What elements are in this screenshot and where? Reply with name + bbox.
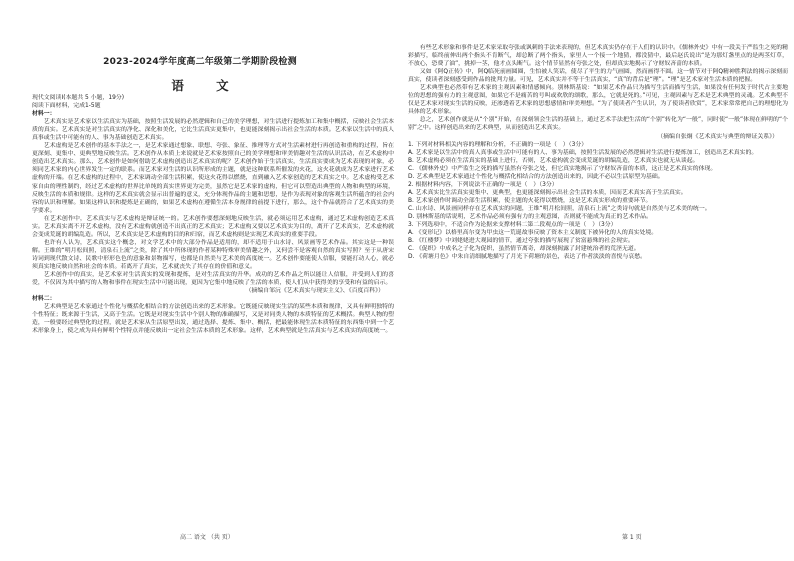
option: C. 《儒林外史》中严监生之死的描写虽然有夸张之处，但它真实地揭示了守财奴吝啬的本质，这正是艺术真实的体现。: [408, 165, 717, 172]
paragraph: 有些艺术形象和事件是艺术家采取夸张或讽刺的手法来表现的，但艺术真实仍存在于人们的认识中。《儒林外史》中有一段关于严监生之死的精彩描写，临终前伸出两个指头不肯断气，却总断了两个指头，家里人一个接一个地猜，都没猜中，最后赵氏说出“是为那灯盏里点的是两茎灯草，不放心，恐费了油”，挑掉一茎，他才点头断气。这个情节显然有夸张之处，但却真实地揭示了守财奴吝啬的本质。: [408, 45, 788, 68]
paragraph: 在艺术创作中，艺术真实与艺术虚构是辩证统一的。艺术创作要想深刻地反映生活，就必须运用艺术虚构，通过艺术虚构创造艺术真实。艺术真实离不开艺术虚构，没有艺术虚构就创造不出真正的艺术真实；艺术虚构又要以艺术真实为目的，离开了艺术真实，艺术虚构就会变成荒诞的胡编乱造。所以，艺术真实是艺术虚构的目的和归宿，而艺术虚构则是实现艺术真实的重要手段。: [32, 215, 394, 238]
exam-title: 2023-2024学年度高二年级第二学期阶段检测: [103, 57, 297, 67]
question: 1. 下列对材料相关内容的理解和分析，不正确的一项是（ ）（3分）: [408, 141, 588, 148]
material2-label: 材料二：: [32, 296, 56, 303]
subject-title: 语 文: [171, 78, 243, 93]
option: B. 艺术虚构必须在生活真实的基础上进行，否则，艺术虚构就会变成荒诞的胡编乱造，艺术真实也就无从谈起。: [408, 157, 699, 164]
option: A. 《变形记》以格里高尔变为甲虫这一荒诞故事反映了资本主义制度下被异化的人的真实处境。: [408, 230, 658, 237]
question: 2. 根据材料内容，下列说法不正确的一项是（ ）（3分）: [408, 181, 558, 188]
paragraph: 又如《阿Q正传》中，阿Q临死前画圆圈，生怕被人笑话，使尽了平生的力气画圆，然而画得不圆。这一情节对于阿Q精神胜利法的揭示深刻而真实，使读者深刻感受到作品的批判力量。可见，艺术真实并不等于生活真实，“真”的背后是“理”。“理”是艺术家对生活本质的把握。: [408, 69, 788, 84]
option: C. 山水诗、风景画同样存在艺术真实的问题，王维“明月松间照，清泉石上流”之类诗句就是自然美与艺术美的统一。: [408, 205, 711, 212]
paragraph: 艺术真实是艺术家以生活真实为基础，按照生活发展的必然逻辑和自己的美学理想，对生活进行提炼加工和集中概括，反映社会生活本质的真实。艺术真实是对生活真实的净化、深化和美化，它比生活真实更集中，也更能深刻揭示出社会生活的本质。艺术家以生活中的真人真事或生活中可能有的人、事为基础创造艺术真实。: [32, 119, 394, 142]
source-citation: （摘编自邹沅《艺术真实与现实主义》、《百度百科》）: [245, 288, 384, 295]
paragraph: 也许有人认为，艺术真实这个概念，对文学艺术中的大部分作品是适用的，却不适用于山水诗、风景画等艺术作品。其实这是一种误解。王维的“明月松间照，清泉石上流”之类，除了其中所体现的作者某种特殊审美情趣之外，又何尝不是客观自然的真实写照？至于从唐宋诗词到现代散文诗、民歌中形形色色的意象和景物描写，也都是自然美与艺术美的高度统一。艺术创作要能使人信服，要能打动人心，就必须真实地反映自然和社会的本质。若离开了真实，艺术就丧失了其存在的价值和意义。: [32, 239, 394, 270]
option: A. 艺术真实比生活真实更集中、更典型，也更能深刻揭示出社会生活的本质，因而艺术真实高于生活真实。: [408, 189, 687, 196]
option: B. 艺术家创作时调动全部生活积累，使主题的火花得以燃烧，这是艺术真实形成的重要环节。: [408, 197, 652, 204]
paragraph: 总之，艺术创作就是从“个别”开始，在深刻领会生活的基础上，通过艺术手法把生活的“个别”转化为“一般”，同时使“一般”体现在鲜明的“个别”之中。这样创造出来的艺术典型，从而创造出艺术真实。: [408, 117, 788, 132]
material1-label: 材料一：: [32, 111, 56, 118]
option: C. 《促织》中成名之子化为促织，虽然情节离奇，却深刻揭露了封建统治者的荒淫无道。: [408, 246, 640, 253]
option: D. 别林斯基的话说明，艺术作品必须有强有力的主观意图，否则就不能成为真正的艺术作品。: [408, 213, 652, 220]
instruction: 阅读下面材料，完成1-5题: [32, 103, 101, 110]
paragraph: 艺术典型也必然带有艺术家的主观因素和情感倾向。别林斯基说：“如果艺术作品只为描写生活而描写生活，如果没有任何发于时代占主要地位的思想的强有力的主观意图，如果它不是痛苦的号叫或欢欣的颂歌，那么，它就是死的。”可见，主观因素与艺术是艺术典型的灵魂。艺术典型不仅是艺术家对现实生活的反映，还渗透着艺术家的思想感情和审美理想。“为了使读者产生认识，为了使读者欣赏”，艺术家常常把自己的理想化为具体的艺术形象。: [408, 85, 788, 116]
right-page: [402, 0, 794, 561]
page-footer: 第 1 页: [622, 534, 642, 541]
paragraph: 艺术虚构是艺术创作的基本手法之一，是艺术家通过想象、联想、夸张、象征、推理等方式对生活素材进行再创造和重构的过程，旨在更深刻、更集中、更典型地反映生活。艺术创作从本质上来说就是艺术家按照自己的美学理想和审美情趣对生活的认识活动，在艺术虚构中创造出艺术真实。那么，艺术创作是如何借助艺术虚构创造出艺术真实的呢？艺术创作始于生活真实，生活真实要成为艺术表现的对象，必须同艺术家的内心世界发生一定的联系。而艺术家对生活的认识所形成的主题，就是这种联系所催发的火花，这火花就成为艺术家进行艺术虚构的开端。在艺术虚构的过程中，艺术家调动全部生活积累，使这火花得以燃烧，直到融入艺术家创造的艺术真实之中。艺术虚构受艺术家自由的理性制约，经过艺术虚构的世界比单纯的真实世界更为完美，虽然它是艺术家的虚构，但它可以塑造出典型的人物和典型的环境，反映生活的本质和规律。这样的艺术真实就会显示出普遍的意义，充分体现作品的主题和思想，是作为表现对象的客观生活所蕴含的社会内容的认识和理解。如果这样认识和提炼是正确的，如果艺术虚构在遵循生活本身规律的前提下进行，那么，这个作品就符合了艺术真实的美学要求。: [32, 143, 394, 214]
right-body: [408, 44, 788, 261]
left-body: [32, 94, 394, 335]
paragraph: 艺术创作中的真实，是艺术家对生活真实的发现和提炼，是对生活真实的升华。成功的艺术作品之所以能让人信服，并受到人们的喜爱，不仅因为其中描写的人物和事件在现实生活中可能出现，更因为它集中地反映了生活的本质，使人们从中获得美的享受和有益的启示。: [32, 272, 394, 287]
source-citation: （摘编自张炯《艺术真实与典型的辩证关系》）: [657, 133, 778, 140]
page-footer: 高二 语文 （共 页）: [180, 534, 234, 541]
option: B. 《红楼梦》中刘姥姥进大观园的情节，通过夸张的描写展现了贫富悬殊的社会现实。: [408, 238, 634, 245]
section-heading: 现代文阅读I(本题共 5 小题，19分): [32, 95, 125, 101]
question: 3. 下列选项中，不适合作为论据来支撑材料二第二段观点的一项是（ ）（3分）: [408, 222, 617, 229]
option: A. 艺术家是以生活中的真人真事或生活中可能有的人、事为基础，按照生活发展的必然逻辑对生活进行提炼加工，创造出艺术真实的。: [408, 149, 758, 156]
option: D. 《荷塘月色》中朱自清细腻地描写了月光下荷塘的景色，表达了作者淡淡的喜悦与哀愁。: [408, 254, 647, 261]
paragraph: 艺术典型是艺术家通过个性化与概括化相结合的方法创造出来的艺术形象。它既能反映现实生活的某些本质和规律，又具有鲜明独特的个性特征；既来源于生活，又高于生活。它既是对现实生活中个别人物的准确描写，又是对同类人物的本质特征的艺术概括。典型人物的塑造，一般要经过典型化的过程，就是艺术家从生活原型出发，通过选择、提炼、集中、概括，把最能体现生活本质特征的东西集中到一个艺术形象身上，使之成为具有鲜明个性特点并能反映出一定社会生活本质的艺术形象。这样，艺术典型就是生活真实与艺术真实的高度统一。: [32, 304, 394, 335]
option: D. 艺术典型是艺术家通过个性化与概括化相结合的方法创造出来的，因此不必以生活原型为基础。: [408, 173, 664, 180]
